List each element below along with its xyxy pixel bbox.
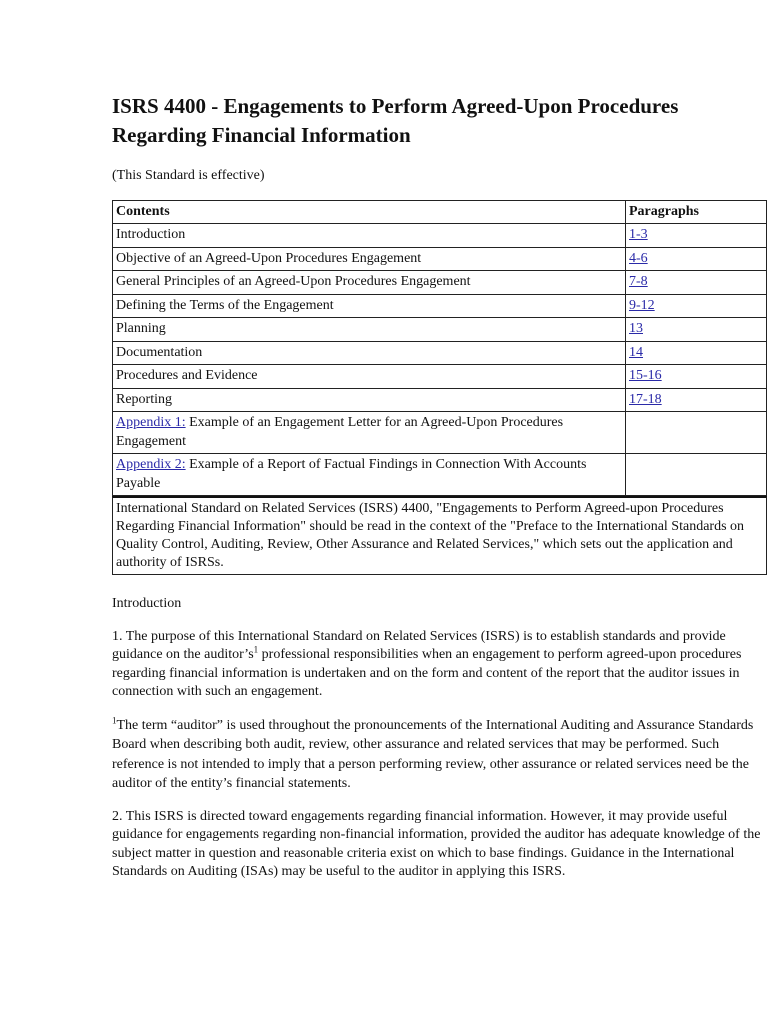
- effective-note: (This Standard is effective): [112, 168, 265, 183]
- paragraphs-link[interactable]: 17-18: [629, 391, 662, 407]
- empty-cell: [626, 454, 767, 496]
- paragraph-1-text-cont: professional responsibilities when an engagement to perform agreed-upon procedures regarding financial information is undertaken and on the form and content of the report that the auditor issues in connection with such an engagement.: [112, 647, 742, 699]
- row-title: Planning: [113, 318, 626, 342]
- paragraph-1: [112, 628, 767, 702]
- appendix-1-link[interactable]: Appendix 1:: [116, 415, 186, 430]
- footnote-ref: 1: [253, 644, 259, 655]
- row-paragraphs-cell: [626, 388, 767, 412]
- paragraphs-link[interactable]: 13: [629, 321, 643, 336]
- appendix-1-title: Example of an Engagement Letter for an Agreed-Upon Procedures Engagement: [116, 415, 564, 449]
- paragraph-2: 2. This ISRS is directed toward engagements regarding financial information. However, it may provide useful guidance for engagements regarding non-financial information, provided the auditor has adequate knowledge of the subject matter in question and reasonable criteria exist on which to base findings. Guidance in the International Standards on Auditing (ISAs) may be useful to the auditor in applying this ISRS.: [112, 808, 761, 879]
- table-row: [113, 341, 767, 365]
- table-row-appendix-1: [113, 412, 767, 454]
- page-title: ISRS 4400 - Engagements to Perform Agreed-Upon Procedures Regarding Financial Information: [112, 94, 679, 147]
- paragraphs-link[interactable]: 4-6: [629, 250, 648, 266]
- table-row: [113, 247, 767, 271]
- table-row-appendix-2: [113, 454, 767, 496]
- table-row: [113, 318, 767, 342]
- row-title: Introduction: [113, 224, 626, 248]
- header-paragraphs: Paragraphs: [626, 200, 767, 224]
- paragraphs-link[interactable]: 14: [629, 344, 643, 360]
- contents-table: [112, 200, 767, 497]
- row-title: Reporting: [113, 388, 626, 412]
- paragraph-1-text: 1. The purpose of this International Standard on Related Services (ISRS) is to establish standards and provide guidance on the auditor’s: [112, 628, 726, 662]
- row-paragraphs-cell: [626, 247, 767, 271]
- section-heading: Introduction: [112, 596, 182, 611]
- table-header-row: [113, 200, 767, 224]
- empty-cell: [626, 412, 767, 454]
- row-paragraphs-cell: [626, 271, 767, 295]
- appendix-2-title: Example of a Report of Factual Findings in Connection With Accounts Payable: [116, 457, 587, 491]
- row-paragraphs-cell: [626, 365, 767, 389]
- row-paragraphs-cell: [626, 318, 767, 342]
- row-paragraphs-cell: [626, 341, 767, 365]
- row-paragraphs-cell: [626, 294, 767, 318]
- paragraphs-link[interactable]: 7-8: [629, 274, 648, 289]
- footnote: [112, 716, 767, 794]
- table-row: [113, 294, 767, 318]
- table-row: [113, 388, 767, 412]
- footnote-number: 1: [112, 714, 117, 725]
- document: [112, 92, 767, 896]
- row-title: Defining the Terms of the Engagement: [113, 294, 626, 318]
- paragraphs-link[interactable]: 9-12: [629, 297, 655, 313]
- table-row: [113, 224, 767, 248]
- preface-note: International Standard on Related Services (ISRS) 4400, "Engagements to Perform Agreed-upon Procedures Regarding Financial Information" should be read in the context of the "Preface to the International Standards on Quality Control, Auditing, Review, Other Assurance and Related Services," which sets out the application and authority of ISRSs.: [112, 496, 767, 575]
- footnote-text: The term “auditor” is used throughout the pronouncements of the International Auditing and Assurance Standards Board when describing both audit, review, other assurance and related services that may be performed. Such reference is not intended to imply that a person performing review, other assurance or related services need be the auditor of the entity’s financial statements.: [112, 717, 754, 791]
- row-title: General Principles of an Agreed-Upon Procedures Engagement: [113, 271, 626, 295]
- row-title: Procedures and Evidence: [113, 365, 626, 389]
- table-row: [113, 271, 767, 295]
- header-contents: Contents: [113, 200, 626, 224]
- table-row: [113, 365, 767, 389]
- paragraphs-link[interactable]: 15-16: [629, 368, 662, 383]
- row-title: Objective of an Agreed-Upon Procedures Engagement: [113, 247, 626, 271]
- row-paragraphs-cell: [626, 224, 767, 248]
- row-title: Documentation: [113, 341, 626, 365]
- paragraphs-link[interactable]: 1-3: [629, 227, 648, 242]
- appendix-2-link[interactable]: Appendix 2:: [116, 457, 186, 472]
